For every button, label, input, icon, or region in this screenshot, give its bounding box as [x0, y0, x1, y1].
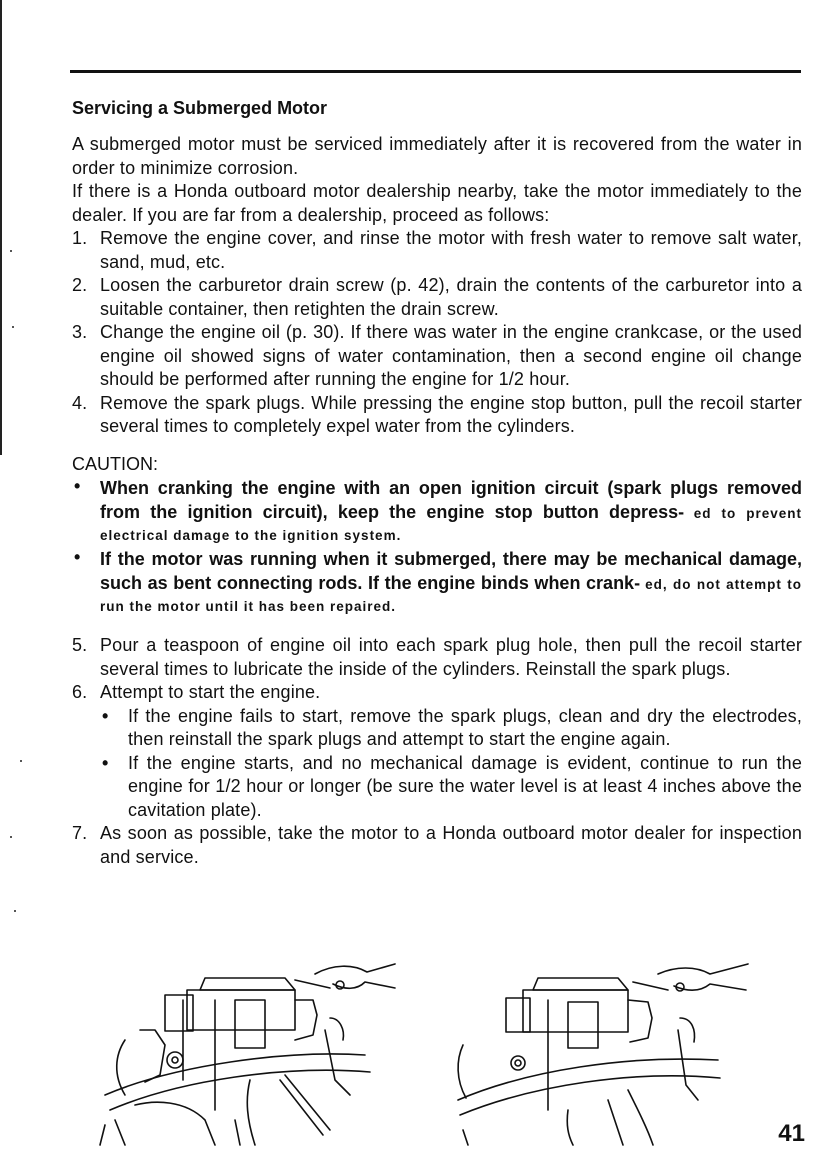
step-number: 4.: [72, 392, 88, 413]
step-text: Pour a teaspoon of engine oil into each spark plug hole, then pull the recoil starter several times to lubricate the inside of the cylinders. Reinstall the spark plugs.: [100, 635, 802, 679]
scan-speck: [10, 836, 12, 838]
steps-list-b: [72, 634, 802, 869]
scan-speck: [10, 250, 12, 252]
caution-title: CAUTION:: [72, 453, 159, 474]
step-item: [72, 274, 802, 321]
bullet-icon: •: [102, 705, 109, 726]
intro-paragraph-2: If there is a Honda outboard motor dealership nearby, take the motor immediately to the dealer. If you are far from a dealership, proceed as follows:: [72, 181, 802, 225]
step-number: 2.: [72, 275, 88, 295]
outboard-motor-illustration-left: [95, 960, 405, 1150]
page-number: 41: [778, 1120, 805, 1147]
caution-item: [72, 476, 802, 547]
caution-text: When cranking the engine with an open ignition circuit (spark plugs removed from the ignition circuit), keep the engine stop button depress-: [100, 478, 802, 522]
intro-paragraph-1: A submerged motor must be serviced immediately after it is recovered from the water in order to minimize corrosion.: [72, 134, 802, 178]
step-item: [72, 227, 802, 274]
step-text: Remove the engine cover, and rinse the motor with fresh water to remove salt water, sand, mud, etc.: [100, 228, 802, 272]
caution-text-tail: ed to prevent electrical damage to the ignition system.: [100, 506, 803, 543]
caution-text-tail: ed, do not attempt to run the motor until it has been repaired.: [100, 577, 803, 614]
steps-list-a: [72, 227, 802, 439]
sub-item-text: If the engine fails to start, remove the spark plugs, clean and dry the electrodes, then reinstall the spark plugs and attempt to start the engine again.: [128, 705, 802, 749]
step-number: 3.: [72, 322, 88, 342]
step-number: 1.: [72, 228, 88, 248]
step-text: Remove the spark plugs. While pressing the engine stop button, pull the recoil starter several times to completely expel water from the cylinders.: [100, 392, 802, 436]
step-text: Change the engine oil (p. 30). If there was water in the engine crankcase, or the used engine oil showed signs of water contamination, then a second engine oil change should be performed after running the engine for 1/2 hour.: [100, 322, 802, 389]
bullet-icon: •: [102, 752, 109, 773]
sub-item: [100, 752, 802, 823]
caution-item: [72, 547, 802, 618]
scan-speck: [14, 910, 16, 912]
section-title: Servicing a Submerged Motor: [72, 98, 328, 118]
step-text: Attempt to start the engine.: [100, 682, 321, 702]
outboard-motor-illustration-right: [448, 960, 758, 1150]
step-item: [72, 822, 802, 869]
bullet-icon: •: [74, 547, 81, 567]
step-text: Loosen the carburetor drain screw (p. 42), drain the contents of the carburetor into a suitable container, then retighten the drain screw.: [100, 275, 802, 319]
sub-item-text: If the engine starts, and no mechanical damage is evident, continue to run the engine for 1/2 hour or longer (be sure the water level is at least 4 inches above the cavitation plate).: [128, 752, 802, 820]
page-edge-rule: [0, 0, 2, 455]
scan-speck: [12, 326, 14, 328]
step-text: As soon as possible, take the motor to a Honda outboard motor dealer for inspection and service.: [100, 823, 802, 867]
step-number: 7.: [72, 823, 88, 843]
caution-text: If the motor was running when it submerged, there may be mechanical damage, such as bent connecting rods. If the engine binds when crank-: [100, 549, 802, 593]
scan-speck: [20, 760, 22, 762]
caution-list: [72, 476, 802, 618]
step-number: 6.: [72, 682, 88, 702]
step-item: [72, 392, 802, 439]
sub-item: [100, 705, 802, 752]
bullet-icon: •: [74, 476, 81, 496]
page-content: [72, 98, 802, 869]
step-number: 5.: [72, 635, 88, 655]
step-item: [72, 321, 802, 392]
header-rule: [70, 70, 801, 73]
sub-list: [100, 705, 802, 823]
step-item: [72, 634, 802, 681]
step-item: [72, 681, 802, 822]
